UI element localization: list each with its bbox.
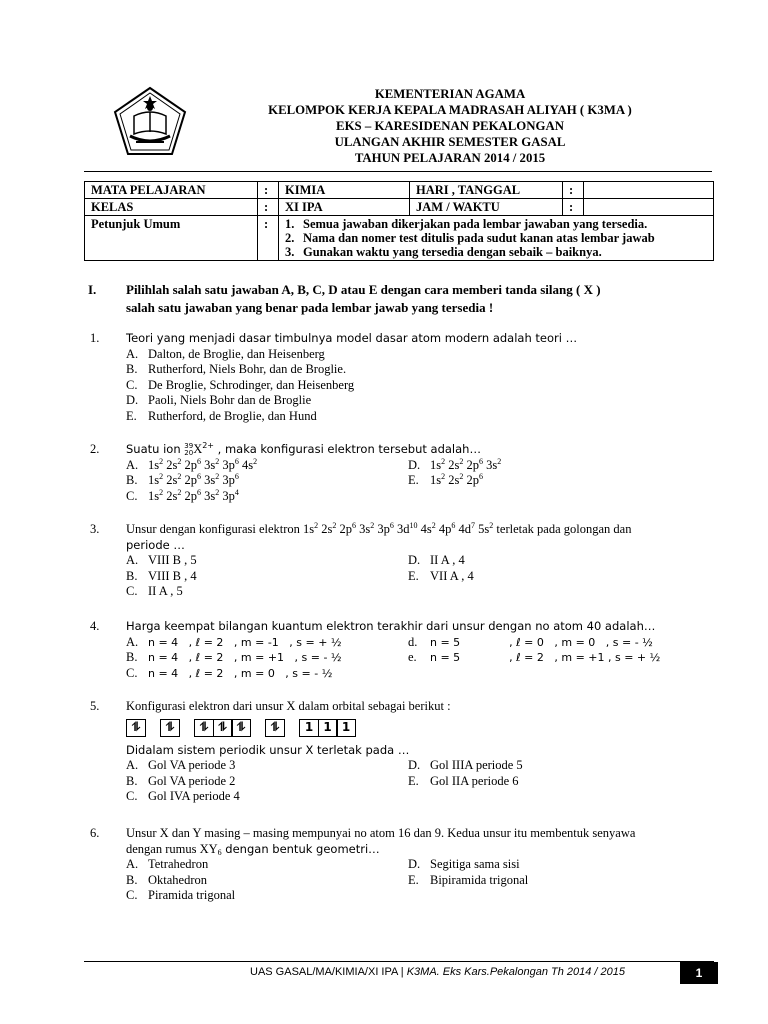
option-text: Rutherford, Niels Bohr, dan de Broglie. — [148, 362, 347, 376]
header-rule — [84, 171, 712, 172]
option-text: $1s^2$ $2s^2$ $2p^6$ $3s^2$ $3p^6$ $4s^2$ — [148, 456, 258, 472]
question-subtext: Didalam sistem periodik unsur X terletak pada … — [126, 742, 410, 757]
colon: : — [563, 199, 584, 216]
question-text: Teori yang menjadi dasar timbulnya model dasar atom modern adalah teori … — [126, 331, 578, 345]
option-text: VIII B , 4 — [148, 568, 197, 583]
option-text: $1s^2$ $2s^2$ $2p^6$ $3s^2$ $3p^6$ — [148, 472, 239, 487]
question-number: 2. — [90, 442, 100, 456]
section-instruction — [84, 281, 714, 317]
option-letter: A. — [126, 457, 139, 472]
question-text: Suatu ion 39 $20X^{2+}$ , maka konfigurasi elektron tersebut adalah… — [126, 441, 481, 457]
orbital-box: ⥮ — [213, 719, 233, 737]
question-text-cont: periode … — [126, 537, 185, 552]
option-letter: E. — [408, 872, 419, 887]
rule-item: Gunakan waktu yang tersedia dengan sebaik – baiknya. — [303, 245, 602, 259]
orbital-box: 1 — [336, 719, 356, 737]
option-letter: A. — [126, 857, 139, 871]
header-ministry: KEMENTERIAN AGAMA — [374, 87, 526, 101]
footer-text — [250, 966, 625, 978]
option-letter: e. — [408, 650, 417, 664]
option-text: Gol IIIA periode 5 — [430, 758, 523, 772]
option-letter: E. — [408, 773, 419, 788]
rule-item: Semua jawaban dikerjakan pada lembar jawaban yang tersedia. — [303, 217, 648, 231]
option-text: Bipiramida trigonal — [430, 872, 529, 887]
petunjuk-label: Petunjuk Umum — [85, 216, 258, 261]
option-text: $1s^2$ $2s^2$ $2p^6$ $3s^2$ — [430, 456, 502, 472]
option-letter: B. — [126, 650, 138, 664]
colon: : — [563, 182, 584, 199]
question-number: 5. — [90, 699, 100, 713]
colon: : — [258, 182, 279, 199]
question-3 — [84, 522, 714, 600]
orbital-box: ⥮ — [160, 719, 180, 737]
option-text: Segitiga sama sisi — [430, 857, 520, 871]
page-number: 1 — [680, 962, 718, 984]
option-text: Paoli, Niels Bohr dan de Broglie — [148, 393, 312, 407]
petunjuk-list — [279, 216, 714, 261]
option-text: VII A , 4 — [430, 568, 474, 583]
option-letter: B. — [126, 872, 138, 887]
question-number: 1. — [90, 331, 100, 345]
orbital-box: 1 — [299, 719, 319, 737]
option-text: VIII B , 5 — [148, 553, 197, 567]
option-letter: C. — [126, 377, 138, 392]
option-letter: E. — [408, 473, 419, 487]
orbital-box: ⥮ — [231, 719, 251, 737]
question-text: Konfigurasi elektron dari unsur X dalam orbital sebagai berikut : — [126, 699, 451, 713]
exam-info-table — [84, 181, 714, 261]
mapel-value: KIMIA — [279, 182, 410, 199]
option-letter: D. — [408, 758, 421, 772]
rule-num: 3. — [285, 245, 295, 259]
instruction-line-2: salah satu jawaban yang benar pada lembar jawab yang tersedia ! — [126, 300, 494, 315]
option-text: n = 4 , ℓ = 2 , m = +1 , s = - ½ — [148, 651, 342, 664]
instruction-line-1: Pilihlah salah satu jawaban A, B, C, D atau E dengan cara memberi tanda silang ( X ) — [126, 282, 601, 297]
footer-rule — [84, 961, 714, 962]
option-letter: A. — [126, 634, 139, 649]
question-number: 4. — [90, 619, 100, 633]
option-letter: C. — [126, 789, 138, 803]
option-text: Gol IVA periode 4 — [148, 789, 240, 803]
option-text: II A , 5 — [148, 584, 183, 598]
option-text: n = 5 , ℓ = 2 , m = +1 , s = + ½ — [430, 651, 661, 664]
orbital-box: ⥮ — [194, 719, 214, 737]
option-text: II A , 4 — [430, 553, 465, 567]
mapel-label: MATA PELAJARAN — [85, 182, 258, 199]
orbital-group — [126, 719, 146, 737]
hari-value — [584, 182, 714, 199]
colon: : — [258, 216, 279, 261]
footer-right: K3MA. Eks Kars.Pekalongan Th 2014 / 2015 — [406, 966, 626, 978]
option-letter: E. — [408, 568, 419, 583]
question-number: 3. — [90, 522, 100, 536]
option-letter: D. — [408, 553, 421, 567]
orbital-box: ⥮ — [265, 719, 285, 737]
orbital-group — [160, 719, 180, 737]
option-letter: D. — [408, 857, 421, 871]
option-letter: A. — [126, 346, 139, 361]
option-text: $1s^2$ $2s^2$ $2p^6$ — [430, 472, 483, 487]
option-text: $1s^2$ $2s^2$ $2p^6$ $3s^2$ $3p^4$ — [148, 487, 239, 503]
option-text: Gol IIA periode 6 — [430, 773, 519, 788]
section-number: I. — [88, 282, 97, 297]
question-5 — [84, 699, 714, 805]
option-text: Rutherford, de Broglie, dan Hund — [148, 408, 317, 423]
header-exam: ULANGAN AKHIR SEMESTER GASAL — [334, 135, 566, 149]
option-letter: D. — [126, 393, 139, 407]
orbital-group — [194, 719, 251, 737]
jam-label: JAM / WAKTU — [410, 199, 563, 216]
rule-item: Nama dan nomer test ditulis pada sudut kanan atas lembar jawab — [303, 231, 655, 245]
question-6 — [84, 826, 714, 904]
question-text-cont: dengan rumus $XY_6$ dengan bentuk geometri… — [126, 841, 380, 857]
hari-label: HARI , TANGGAL — [410, 182, 563, 199]
option-letter: A. — [126, 553, 139, 567]
footer-left: UAS GASAL/MA/KIMIA/XI IPA | — [250, 966, 407, 978]
option-text: Piramida trigonal — [148, 888, 236, 902]
header-year: TAHUN PELAJARAN 2014 / 2015 — [354, 151, 546, 165]
kelas-label: KELAS — [85, 199, 258, 216]
option-text: Gol VA periode 3 — [148, 758, 236, 772]
orbital-diagram — [126, 719, 714, 737]
option-letter: B. — [126, 362, 138, 376]
option-text: Tetrahedron — [148, 857, 209, 871]
option-text: n = 5 , ℓ = 0 , m = 0 , s = - ½ — [430, 635, 653, 649]
header-group: KELOMPOK KERJA KEPALA MADRASAH ALIYAH ( K3MA ) — [268, 103, 632, 117]
option-text: n = 4 , ℓ = 2 , m = 0 , s = - ½ — [148, 666, 333, 680]
option-text: De Broglie, Schrodinger, dan Heisenberg — [148, 377, 355, 392]
option-letter: E. — [126, 408, 137, 423]
question-1 — [84, 331, 714, 424]
option-letter: D. — [408, 457, 421, 472]
option-text: Oktahedron — [148, 872, 208, 887]
option-letter: A. — [126, 758, 139, 772]
option-text: n = 4 , ℓ = 2 , m = -1 , s = + ½ — [148, 635, 342, 649]
option-text: Dalton, de Broglie, dan Heisenberg — [148, 346, 325, 361]
question-number: 6. — [90, 826, 100, 840]
option-text: Gol VA periode 2 — [148, 773, 236, 788]
orbital-group — [299, 719, 356, 737]
option-letter: B. — [126, 773, 138, 788]
colon: : — [258, 199, 279, 216]
question-2 — [84, 442, 714, 504]
option-letter: B. — [126, 568, 138, 583]
kelas-value: XI IPA — [279, 199, 410, 216]
option-letter: d. — [408, 634, 418, 649]
option-letter: B. — [126, 473, 138, 487]
rule-num: 1. — [285, 217, 295, 231]
question-text: Unsur X dan Y masing – masing mempunyai no atom 16 dan 9. Kedua unsur itu membentuk senyawa — [126, 826, 636, 840]
orbital-box: ⥮ — [126, 719, 146, 737]
k3ma-logo — [112, 86, 188, 158]
header-region: EKS – KARESIDENAN PEKALONGAN — [336, 119, 564, 133]
orbital-group — [265, 719, 285, 737]
option-letter: C. — [126, 888, 138, 902]
option-letter: C. — [126, 584, 138, 598]
question-text: Harga keempat bilangan kuantum elektron terakhir dari unsur dengan no atom 40 adalah… — [126, 619, 656, 633]
jam-value — [584, 199, 714, 216]
option-letter: C. — [126, 665, 138, 680]
orbital-box: 1 — [318, 719, 338, 737]
question-text: Unsur dengan konfigurasi elektron $1s^2$ $2s^2$ $2p^6$ $3s^2$ $3p^6$ $3d^{10}$ $4s^2$ $4p^6$ $4d^7$ $5s^2$ terletak pada golongan dan — [126, 521, 632, 536]
option-letter: C. — [126, 488, 138, 503]
question-4 — [84, 619, 714, 681]
rule-num: 2. — [285, 231, 295, 245]
